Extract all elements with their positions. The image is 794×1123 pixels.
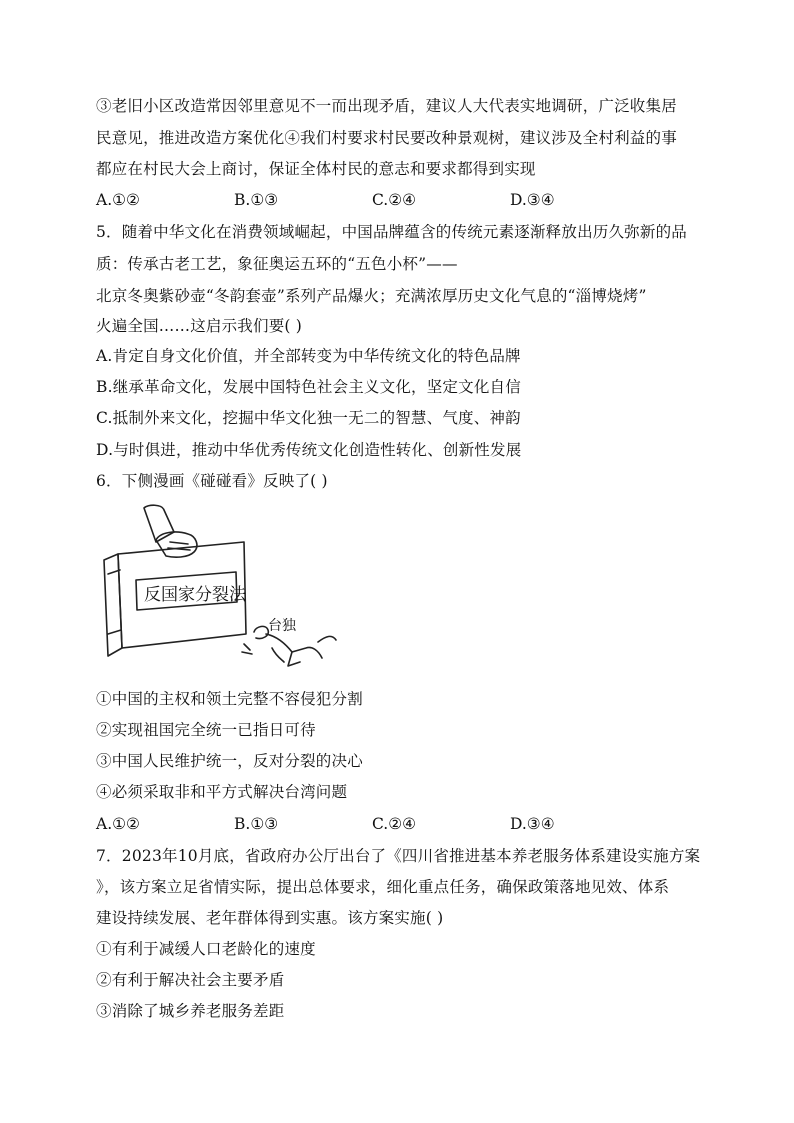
q6-stem: 6．下侧漫画《碰碰看》反映了( ) [96, 472, 328, 490]
figure-head [254, 626, 268, 638]
q6-option-a: A.①② [96, 815, 140, 833]
q5-option-d: D.与时俱进，推动中华优秀传统文化创造性转化、创新性发展 [96, 441, 522, 459]
q7-stem-line: 7．2023年10月底，省政府办公厅出台了《四川省推进基本养老服务体系建设实施方案 [96, 847, 701, 865]
q5-stem-line: 北京冬奥紫砂壶“冬韵套壶”系列产品爆火；充满浓厚历史文化气息的“淄博烧烤” [96, 287, 647, 305]
q4-statement-line: 民意见，推进改造方案优化④我们村要求村民要改种景观树，建议涉及全村利益的事 [96, 129, 677, 147]
figure-body [266, 634, 322, 658]
q5-stem-line: 质：传承古老工艺，象征奥运五环的“五色小杯”—— [96, 255, 458, 273]
figure-arm [318, 636, 336, 642]
q6-item-4: ④必须采取非和平方式解决台湾问题 [96, 783, 348, 801]
q5-option-c: C.抵制外来文化，挖掘中华文化独一无二的智慧、气度、神韵 [96, 409, 521, 427]
cartoon-illustration [96, 502, 346, 682]
q5-option-a: A.肯定自身文化价值，并全部转变为中华传统文化的特色品牌 [96, 347, 521, 365]
q4-statement-line: ③老旧小区改造常因邻里意见不一而出现矛盾，建议人大代表实地调研，广泛收集居 [96, 97, 677, 115]
q5-option-b: B.继承革命文化，发展中国特色社会主义文化，坚定文化自信 [96, 378, 521, 396]
q6-item-3: ③中国人民维护统一，反对分裂的决心 [96, 752, 363, 770]
hand-shape [156, 532, 197, 557]
q7-item-3: ③消除了城乡养老服务差距 [96, 1002, 285, 1020]
q5-stem-line: 5．随着中华文化在消费领域崛起，中国品牌蕴含的传统元素逐渐释放出历久弥新的品 [96, 223, 687, 241]
q7-item-1: ①有利于减缓人口老龄化的速度 [96, 940, 316, 958]
q4-option-b: B.①③ [234, 191, 279, 209]
q4-statement-line: 都应在村民大会上商讨，保证全体村民的意志和要求都得到实现 [96, 160, 536, 178]
q7-stem-line: 建设持续发展、老年群体得到实惠。该方案实施( ) [96, 909, 444, 927]
q6-option-b: B.①③ [234, 815, 279, 833]
q6-item-1: ①中国的主权和领土完整不容侵犯分割 [96, 690, 363, 708]
q7-stem-line: 》，该方案立足省情实际，提出总体要求，细化重点任务，确保政策落地见效、体系 [96, 878, 670, 896]
q4-option-a: A.①② [96, 191, 140, 209]
q7-item-2: ②有利于解决社会主要矛盾 [96, 971, 285, 989]
q6-option-c: C.②④ [372, 815, 417, 833]
figure-arm [272, 648, 284, 662]
q6-option-d: D.③④ [510, 815, 555, 833]
q4-option-c: C.②④ [372, 191, 417, 209]
q6-item-2: ②实现祖国完全统一已指日可待 [96, 721, 316, 739]
book-spine [104, 554, 122, 656]
book-label-text: 反国家分裂法 [144, 585, 246, 605]
q4-option-d: D.③④ [510, 191, 555, 209]
figure-label-text: 台独 [268, 618, 296, 634]
impact-lines [242, 644, 252, 654]
q5-stem-line: 火遍全国……这启示我们要( ) [96, 317, 303, 335]
figure-leg [288, 652, 300, 666]
